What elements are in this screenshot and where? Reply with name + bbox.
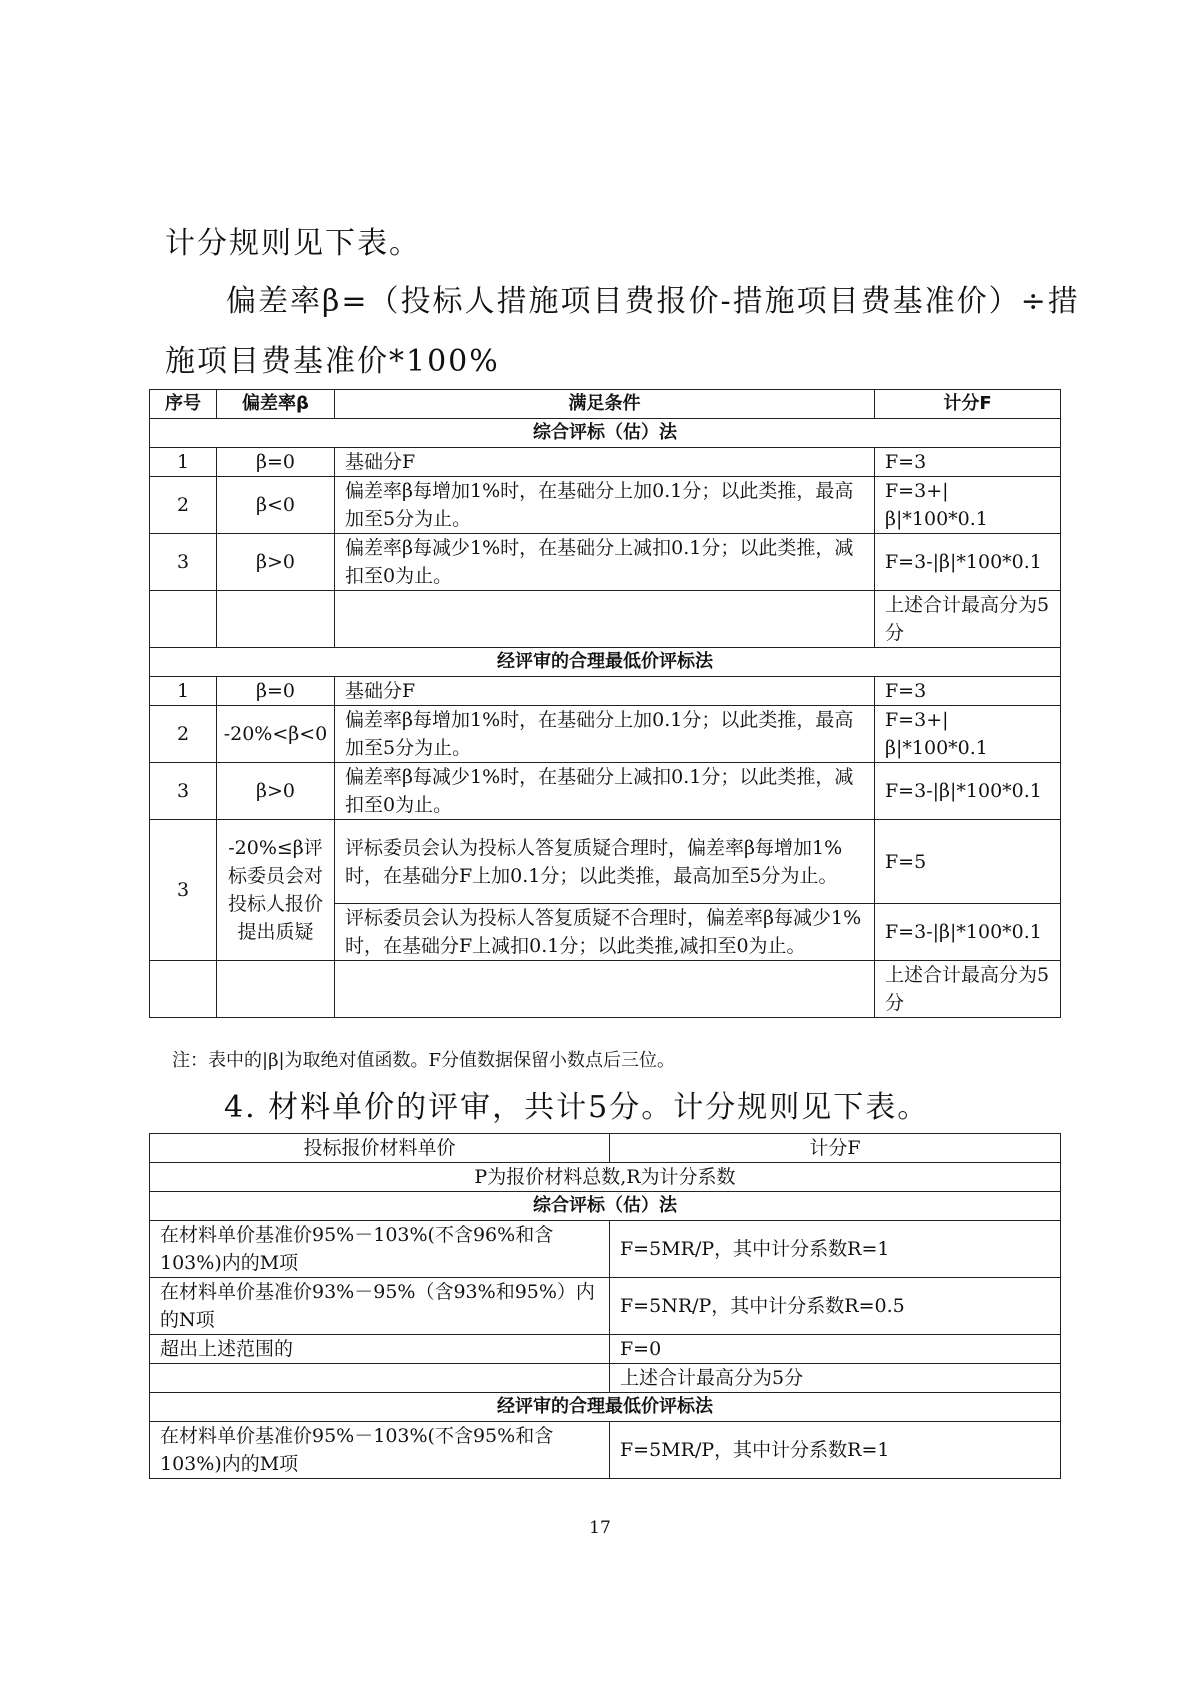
cell-empty [217,591,335,648]
section-row [150,1393,1061,1422]
cell-score: F=3 [875,448,1061,477]
section-row [150,1192,1061,1221]
cell-total: 上述合计最高分为5分 [610,1364,1061,1393]
table-row [150,1422,1061,1479]
intro-text: 计分规则见下表。 [165,226,421,261]
cell-material: 在材料单价基准价93%－95%（含93%和95%）内的N项 [150,1278,610,1335]
cell-score: F=3 [875,677,1061,706]
section-heading: 4. 材料单价的评审，共计5分。计分规则见下表。 [224,1090,930,1125]
cell-score: F=5MR/P，其中计分系数R=1 [610,1422,1061,1479]
section-title: 综合评标（估）法 [150,419,1061,448]
cell-empty [150,1364,610,1393]
cell-deviation: β=0 [217,448,335,477]
header-condition: 满足条件 [335,390,875,419]
header-no: 序号 [150,390,217,419]
header-deviation: 偏差率β [217,390,335,419]
cell-no: 1 [150,448,217,477]
table-row [150,677,1061,706]
formula-line-1: 偏差率β=（投标人措施项目费报价-措施项目费基准价）÷措 [226,284,1080,319]
desc-row [150,1163,1061,1192]
cell-score: F=3-|β|*100*0.1 [875,904,1061,961]
cell-material: 在材料单价基准价95%－103%(不含95%和含103%)内的M项 [150,1422,610,1479]
cell-condition: 评标委员会认为投标人答复质疑不合理时，偏差率β每减少1%时，在基础分F上减扣0.1分；以此类推,减扣至0为止。 [335,904,875,961]
cell-empty [335,591,875,648]
header-score: 计分F [875,390,1061,419]
cell-total: 上述合计最高分为5分 [875,961,1061,1018]
deviation-score-table [149,389,1061,1018]
cell-no: 2 [150,477,217,534]
section-title: 经评审的合理最低价评标法 [150,1393,1061,1422]
cell-condition: 基础分F [335,677,875,706]
table-row [150,448,1061,477]
cell-score: F=0 [610,1335,1061,1364]
table-row [150,1278,1061,1335]
section-row [150,648,1061,677]
table-header-row [150,390,1061,419]
formula-line-2: 施项目费基准价*100% [165,344,500,379]
cell-no: 3 [150,763,217,820]
total-row [150,1364,1061,1393]
table-row [150,763,1061,820]
cell-material: 超出上述范围的 [150,1335,610,1364]
section-row [150,419,1061,448]
table-row [150,477,1061,534]
table-row [150,820,1061,904]
cell-score: F=5MR/P，其中计分系数R=1 [610,1221,1061,1278]
cell-condition: 偏差率β每减少1%时，在基础分上减扣0.1分；以此类推，减扣至0为止。 [335,763,875,820]
cell-empty [150,961,217,1018]
table-row [150,1335,1061,1364]
cell-score: F=5 [875,820,1061,904]
cell-material: 在材料单价基准价95%－103%(不含96%和含103%)内的M项 [150,1221,610,1278]
material-price-table [149,1133,1061,1479]
cell-empty [150,591,217,648]
cell-score: F=3-|β|*100*0.1 [875,534,1061,591]
table-header-row [150,1134,1061,1163]
cell-no: 3 [150,820,217,961]
total-row [150,591,1061,648]
cell-deviation: -20%<β<0 [217,706,335,763]
cell-deviation: β>0 [217,534,335,591]
cell-empty [217,961,335,1018]
cell-score: F=3-|β|*100*0.1 [875,763,1061,820]
cell-deviation: β=0 [217,677,335,706]
cell-deviation: β<0 [217,477,335,534]
cell-condition: 偏差率β每减少1%时，在基础分上减扣0.1分；以此类推，减扣至0为止。 [335,534,875,591]
cell-deviation: β>0 [217,763,335,820]
table-row [150,1221,1061,1278]
cell-deviation: -20%≤β评标委员会对投标人报价提出质疑 [217,820,335,961]
cell-no: 1 [150,677,217,706]
header-material: 投标报价材料单价 [150,1134,610,1163]
table-row [150,534,1061,591]
cell-condition: 偏差率β每增加1%时，在基础分上加0.1分；以此类推，最高加至5分为止。 [335,477,875,534]
section-title: 经评审的合理最低价评标法 [150,648,1061,677]
cell-score: F=5NR/P，其中计分系数R=0.5 [610,1278,1061,1335]
table-note: 注：表中的|β|为取绝对值函数。F分值数据保留小数点后三位。 [172,1050,676,1071]
table-row [150,706,1061,763]
cell-no: 3 [150,534,217,591]
table-description: P为报价材料总数,R为计分系数 [150,1163,1061,1192]
cell-score: F=3+|β|*100*0.1 [875,706,1061,763]
cell-no: 2 [150,706,217,763]
cell-total: 上述合计最高分为5分 [875,591,1061,648]
cell-condition: 基础分F [335,448,875,477]
cell-score: F=3+|β|*100*0.1 [875,477,1061,534]
total-row [150,961,1061,1018]
section-title: 综合评标（估）法 [150,1192,1061,1221]
page-number: 17 [589,1518,611,1538]
cell-condition: 评标委员会认为投标人答复质疑合理时，偏差率β每增加1%时，在基础分F上加0.1分；以此类推，最高加至5分为止。 [335,820,875,904]
cell-condition: 偏差率β每增加1%时，在基础分上加0.1分；以此类推，最高加至5分为止。 [335,706,875,763]
cell-empty [335,961,875,1018]
header-score: 计分F [610,1134,1061,1163]
